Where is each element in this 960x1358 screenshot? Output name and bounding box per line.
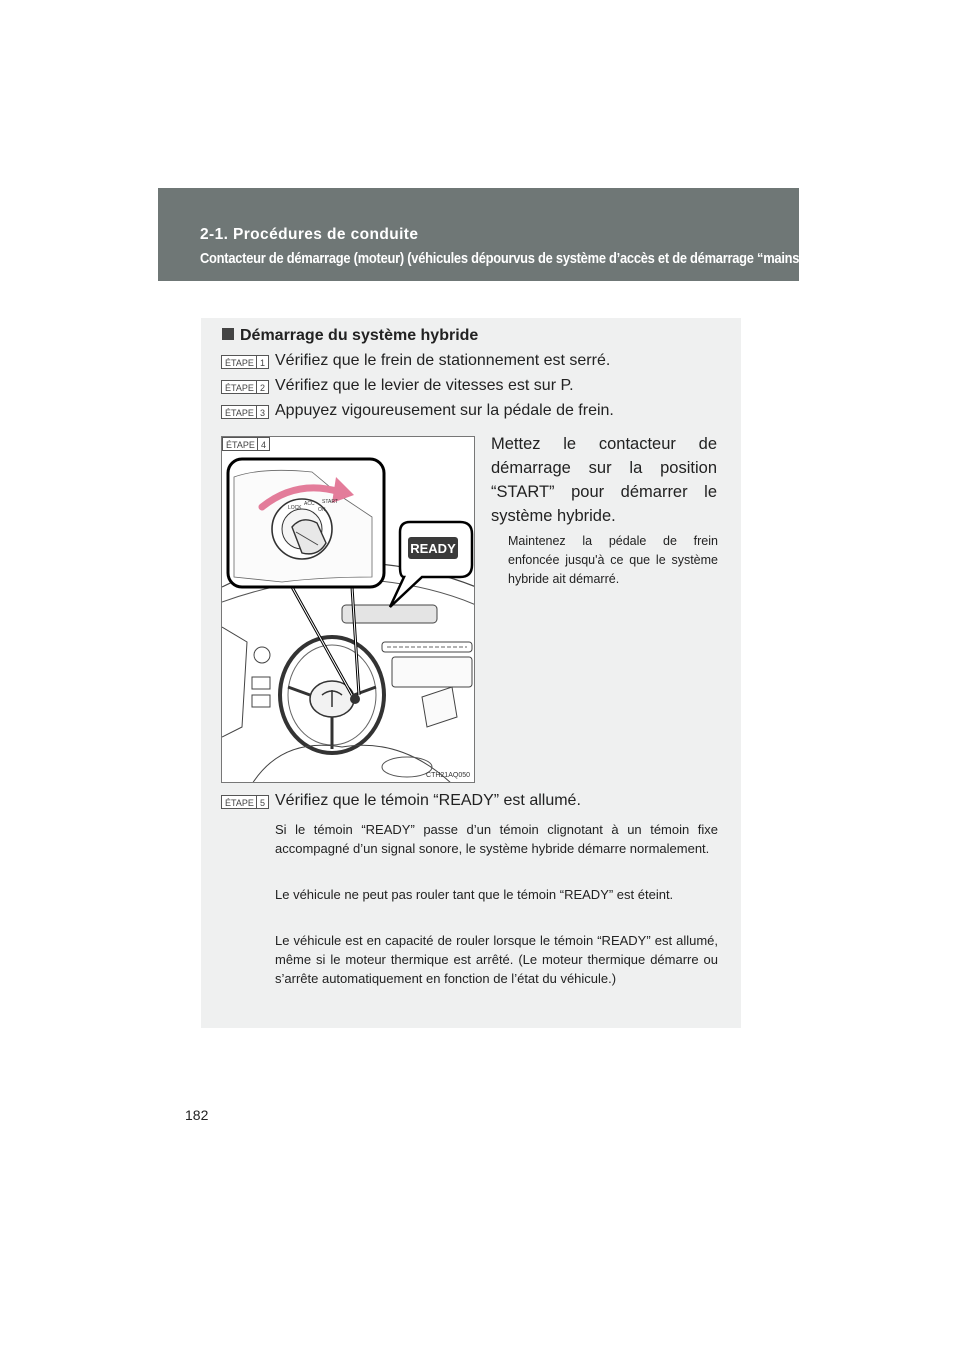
step-badge-5: ÉTAPE 5 [221,795,269,809]
step-1-text: Vérifiez que le frein de stationnement est serré. [275,352,611,369]
dashboard-illustration [221,436,475,783]
page-number: 182 [185,1107,209,1123]
key-label-on: ON [318,507,326,513]
step-5-paragraph-1: Si le témoin “READY” passe d’un témoin clignotant à un témoin fixe accompagné d’un signal sonore, le système hybride démarre normalement. [275,822,718,856]
square-bullet-icon [222,328,234,340]
key-label-lock: LOCK [288,505,302,511]
step-badge-3: ÉTAPE 3 [221,405,269,419]
key-label-start: START [322,499,338,505]
step-2-text: Vérifiez que le levier de vitesses est sur P. [275,377,574,394]
key-label-acc: ACC [304,501,315,507]
heading-text: Démarrage du système hybride [240,327,479,344]
step-badge-1: ÉTAPE 1 [221,355,269,369]
step-5-text: Vérifiez que le témoin “READY” est allumé. [275,792,581,809]
step-3-text: Appuyez vigoureusement sur la pédale de frein. [275,402,614,419]
section-heading [222,327,478,345]
step-4-text: Mettez le contacteur de démarrage sur la position “START” pour démarrer le système hybride. [491,435,717,525]
step-5-paragraph-3: Le véhicule est en capacité de rouler lorsque le témoin “READY” est allumé, même si le moteur thermique est arrêté. (Le moteur thermique démarre ou s’arrête automatiquement en fonction de l’état du véhicule.) [275,933,718,986]
step-5-paragraph-2: Le véhicule ne peut pas rouler tant que le témoin “READY” est éteint. [275,887,674,902]
dashboard-drawing [222,437,475,783]
illustration-code: CTH21AQ050 [426,772,470,779]
section-title: 2-1. Procédures de conduite [200,226,419,243]
page-title: Contacteur de démarrage (moteur) (véhicules dépourvus de système d’accès et de démarrage “mains libres”) [200,250,846,267]
ready-indicator-label: READY [410,541,456,556]
step-badge-2: ÉTAPE 2 [221,380,269,394]
chapter-header [158,188,846,281]
step-4-note: Maintenez la pédale de frein enfoncée jusqu'à ce que le système hybride ait démarré. [508,534,718,586]
step-badge-4: ÉTAPE 4 [222,437,270,451]
